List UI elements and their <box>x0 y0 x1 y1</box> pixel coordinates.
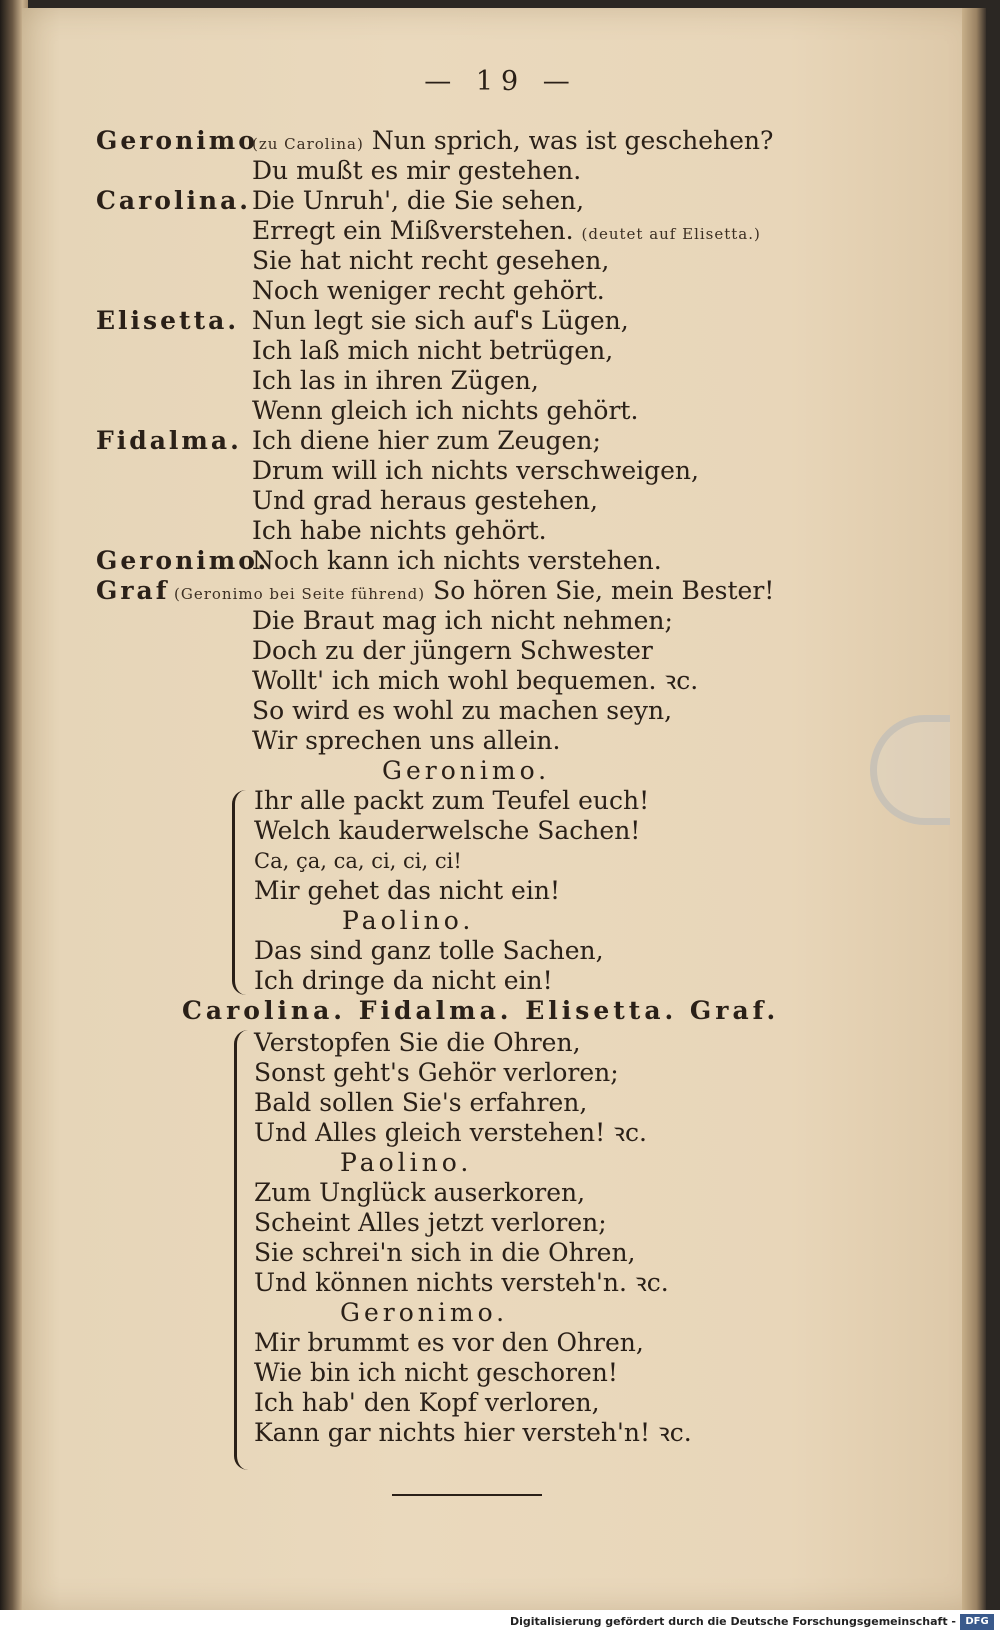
speaker-name: Graf <box>96 576 170 605</box>
line-text: Nun sprich, was ist geschehen? <box>371 126 774 155</box>
line-text: So hören Sie, mein Bester! <box>433 576 775 605</box>
dialogue-line: Wollt' ich mich wohl bequemen. ꝛc. <box>252 666 699 695</box>
ensemble-line: Sonst geht's Gehör verloren; <box>254 1058 619 1087</box>
page-number: — 19 — <box>424 66 578 97</box>
ensemble-subheading: Paolino. <box>340 1148 473 1177</box>
speaker-name: Fidalma. <box>96 426 242 455</box>
ensemble-line: Mir brummt es vor den Ohren, <box>254 1328 644 1357</box>
dialogue-line <box>252 126 773 159</box>
ensemble-line: Ich hab' den Kopf verloren, <box>254 1388 600 1417</box>
ensemble-line: Und können nichts versteh'n. ꝛc. <box>254 1268 669 1297</box>
stage-direction: (Geronimo bei Seite führend) <box>174 585 426 603</box>
dialogue-line: So wird es wohl zu machen seyn, <box>252 696 673 725</box>
dfg-logo: DFG <box>960 1614 994 1630</box>
ensemble-heading: Carolina. Fidalma. Elisetta. Graf. <box>182 996 780 1025</box>
dialogue-line: Drum will ich nichts verschweigen, <box>252 456 699 485</box>
speaker-name: Geronimo <box>96 126 258 155</box>
dialogue-line: Ich laß mich nicht betrügen, <box>252 336 614 365</box>
ensemble-line: Ca, ça, ca, ci, ci, ci! <box>254 849 462 873</box>
dialogue-line <box>252 216 761 249</box>
footer-credit: Digitalisierung gefördert durch die Deutsche Forschungsgemeinschaft - <box>509 1615 956 1628</box>
dialogue-line: Wenn gleich ich nichts gehört. <box>252 396 639 425</box>
ensemble-line: Welch kauderwelsche Sachen! <box>254 816 641 845</box>
closing-rule <box>392 1494 542 1496</box>
dialogue-line: Ich diene hier zum Zeugen; <box>252 426 601 455</box>
ensemble-line: Bald sollen Sie's erfahren, <box>254 1088 588 1117</box>
ensemble-line: Verstopfen Sie die Ohren, <box>254 1028 581 1057</box>
ensemble-line: Sie schrei'n sich in die Ohren, <box>254 1238 636 1267</box>
dialogue-line: Und grad heraus gestehen, <box>252 486 598 515</box>
ensemble-line: Ihr alle packt zum Teufel euch! <box>254 786 650 815</box>
ensemble-line: Das sind ganz tolle Sachen, <box>254 936 604 965</box>
ensemble-line: Scheint Alles jetzt verloren; <box>254 1208 607 1237</box>
dialogue-line <box>174 576 774 609</box>
dialogue-line: Doch zu der jüngern Schwester <box>252 636 653 665</box>
speaker-name: Carolina. <box>96 186 252 215</box>
ensemble-line: Mir gehet das nicht ein! <box>254 876 560 905</box>
ensemble-line: Ich dringe da nicht ein! <box>254 966 553 995</box>
dialogue-line: Wir sprechen uns allein. <box>252 726 561 755</box>
speaker-name: Elisetta. <box>96 306 240 335</box>
dialogue-line: Ich habe nichts gehört. <box>252 516 547 545</box>
dialogue-line: Du mußt es mir gestehen. <box>252 156 582 185</box>
stage-direction: (deutet auf Elisetta.) <box>581 225 761 243</box>
dialogue-line: Die Unruh', die Sie sehen, <box>252 186 585 215</box>
brace <box>234 1030 251 1470</box>
ensemble-subheading: Paolino. <box>342 906 475 935</box>
dialogue-line: Die Braut mag ich nicht nehmen; <box>252 606 673 635</box>
dialogue-line: Noch weniger recht gehört. <box>252 276 605 305</box>
ensemble-line: Und Alles gleich verstehen! ꝛc. <box>254 1118 647 1147</box>
footer-bar <box>0 1610 1000 1636</box>
dialogue-line: Nun legt sie sich auf's Lügen, <box>252 306 629 335</box>
ensemble-line: Zum Unglück auserkoren, <box>254 1178 586 1207</box>
ensemble-line: Kann gar nichts hier versteh'n! ꝛc. <box>254 1418 692 1447</box>
brace <box>232 790 249 995</box>
ensemble-subheading: Geronimo. <box>340 1298 509 1327</box>
dialogue-line: Ich las in ihren Zügen, <box>252 366 539 395</box>
line-text: Erregt ein Mißverstehen. <box>252 216 574 245</box>
dialogue-line: Noch kann ich nichts verstehen. <box>252 546 662 575</box>
ensemble-heading: Geronimo. <box>382 756 551 785</box>
stage-direction: (zu Carolina) <box>252 135 364 153</box>
page-content <box>22 0 980 1602</box>
ensemble-line: Wie bin ich nicht geschoren! <box>254 1358 618 1387</box>
dialogue-line: Sie hat nicht recht gesehen, <box>252 246 610 275</box>
speaker-name: Geronimo. <box>96 546 270 575</box>
